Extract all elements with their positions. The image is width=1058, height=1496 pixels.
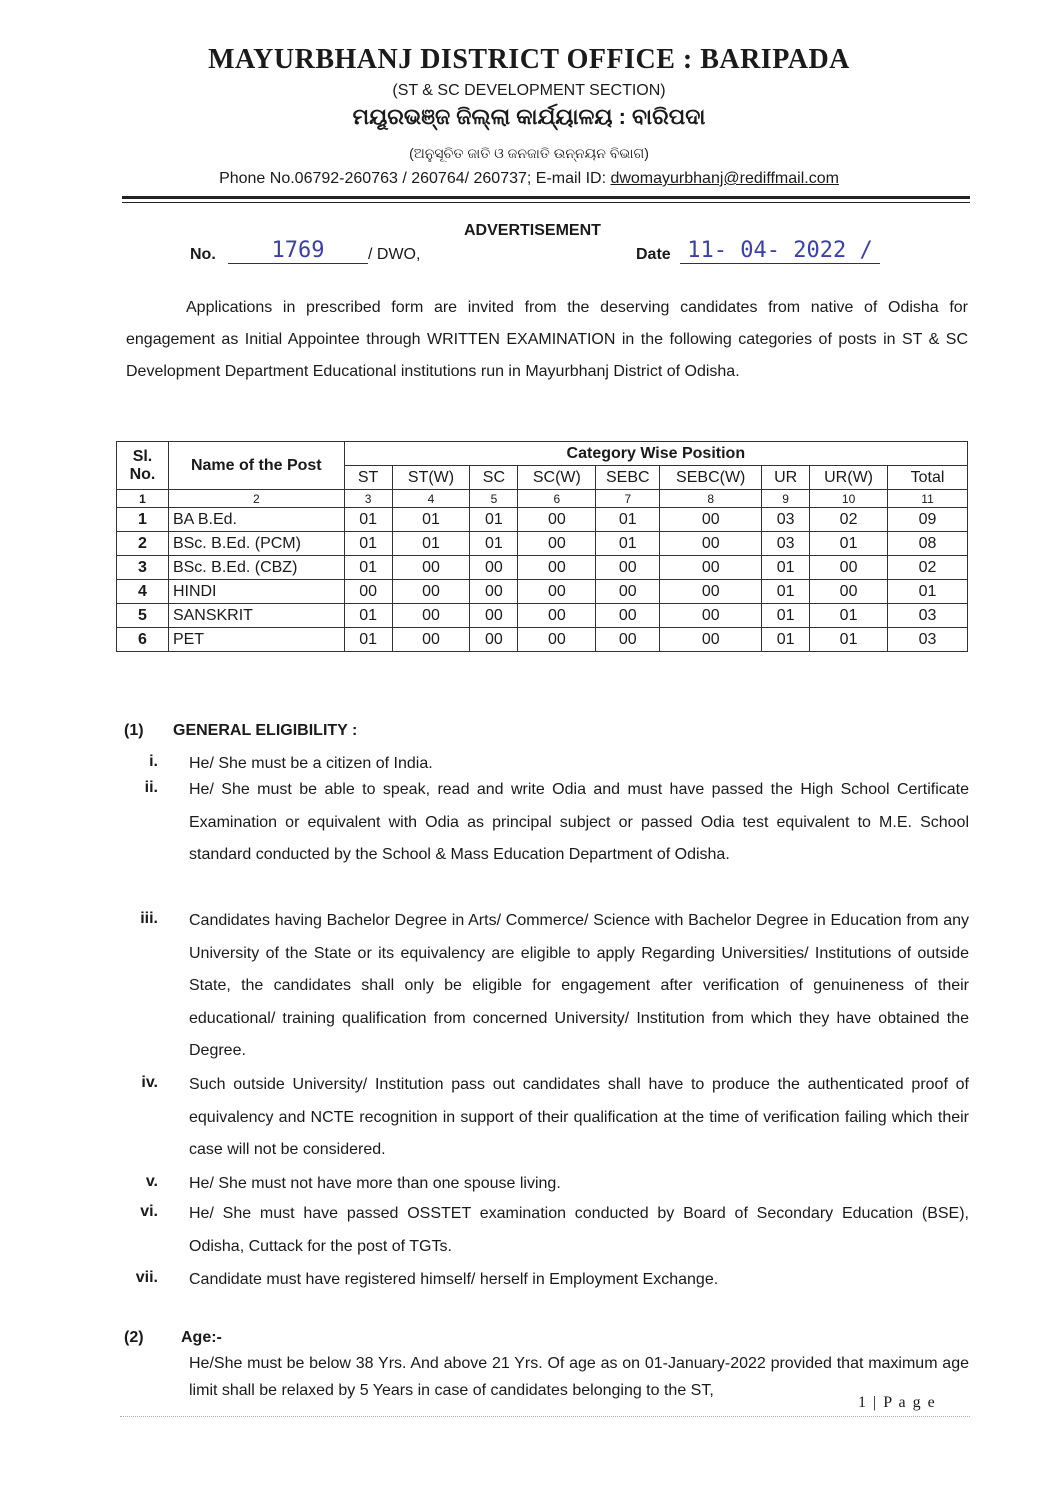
col-header-category: ST: [344, 466, 392, 490]
col-header-category: SEBC(W): [660, 466, 762, 490]
position-count-cell: 00: [660, 532, 762, 556]
eligibility-item-text: He/ She must have passed OSSTET examination conducted by Board of Secondary Education (BSE), Odisha, Cuttack for the post of TGTs.: [189, 1205, 969, 1255]
col-header-category: UR: [762, 466, 810, 490]
sl-no-cell: 2: [117, 532, 169, 556]
column-index-cell: 10: [810, 490, 888, 508]
position-count-cell: 02: [810, 508, 888, 532]
position-count-cell: 00: [810, 556, 888, 580]
position-count-cell: 00: [470, 604, 518, 628]
position-count-cell: 00: [660, 628, 762, 652]
post-name-cell: BSc. B.Ed. (CBZ): [168, 556, 344, 580]
position-count-cell: 01: [344, 532, 392, 556]
position-count-cell: 03: [888, 604, 968, 628]
post-name-cell: SANSKRIT: [168, 604, 344, 628]
position-count-cell: 00: [518, 604, 596, 628]
col-header-category: SC(W): [518, 466, 596, 490]
col-group-header: Category Wise Position: [344, 442, 967, 466]
sl-no-cell: 3: [117, 556, 169, 580]
position-count-cell: 03: [762, 532, 810, 556]
office-title: MAYURBHANJ DISTRICT OFFICE : BARIPADA: [208, 44, 850, 75]
column-index-cell: 1: [117, 490, 169, 508]
position-count-cell: 01: [762, 556, 810, 580]
position-count-cell: 01: [344, 604, 392, 628]
sl-no-cell: 1: [117, 508, 169, 532]
position-count-cell: 01: [392, 508, 470, 532]
position-count-cell: 00: [518, 508, 596, 532]
position-count-cell: 00: [518, 580, 596, 604]
position-count-cell: 01: [762, 628, 810, 652]
position-count-cell: 00: [596, 628, 660, 652]
position-count-cell: 01: [344, 628, 392, 652]
section-subtitle-odia: (ଅନୁସୂଚିତ ଜାତି ଓ ଜନଜାତି ଉନ୍ନୟନ ବିଭାଗ): [409, 145, 649, 161]
position-count-cell: 00: [392, 580, 470, 604]
table-row: [117, 556, 968, 580]
position-count-cell: 01: [888, 580, 968, 604]
intro-paragraph: Applications in prescribed form are invited from the deserving candidates from native of Odisha for engagement as Initial Appointee through WRITTEN EXAMINATION in the following categories of posts in ST & SC Development Department Educational institutions run in Mayurbhanj District of Odisha.: [126, 299, 968, 380]
section-1-title: GENERAL ELIGIBILITY :: [173, 722, 358, 739]
positions-table-body: [117, 508, 968, 652]
eligibility-item-text: Such outside University/ Institution pass out candidates shall have to produce the authenticated proof of equivalency and NCTE recognition in support of their qualification at the time of verification failing which their case will not be considered.: [189, 1076, 969, 1158]
col-header-category: ST(W): [392, 466, 470, 490]
position-count-cell: 00: [344, 580, 392, 604]
position-count-cell: 01: [810, 604, 888, 628]
table-row: [117, 508, 968, 532]
position-count-cell: 00: [518, 556, 596, 580]
position-count-cell: 03: [888, 628, 968, 652]
eligibility-item-number: i.: [149, 753, 158, 770]
position-count-cell: 00: [518, 628, 596, 652]
date-label: Date: [636, 246, 671, 263]
age-paragraph: He/She must be below 38 Yrs. And above 21 Yrs. Of age as on 01-January-2022 provided that maximum age limit shall be relaxed by 5 Years in case of candidates belonging to the ST,: [189, 1355, 969, 1399]
table-row: [117, 532, 968, 556]
column-index-cell: 8: [660, 490, 762, 508]
col-header-sl-no: Sl. No.: [117, 442, 169, 490]
eligibility-item-text: He/ She must not have more than one spouse living.: [189, 1175, 561, 1192]
sl-no-cell: 5: [117, 604, 169, 628]
date-value: 11- 04- 2022 /: [680, 238, 880, 264]
col-header-category: Total: [888, 466, 968, 490]
eligibility-item-text: He/ She must be a citizen of India.: [189, 755, 433, 772]
contact-phone: Phone No.06792-260763 / 260764/ 260737; E-mail ID:: [219, 170, 611, 187]
page-number: 1 | P a g e: [858, 1394, 937, 1411]
col-header-category: SEBC: [596, 466, 660, 490]
position-count-cell: 00: [596, 580, 660, 604]
section-2-number: (2): [124, 1329, 144, 1346]
col-header-category: SC: [470, 466, 518, 490]
reference-number-suffix: / DWO,: [368, 246, 421, 263]
position-count-cell: 00: [392, 604, 470, 628]
eligibility-item-text: He/ She must be able to speak, read and write Odia and must have passed the High School Certificate Examination or equivalent with Odia as principal subject or passed Odia test equivalent to M.E. School standard conducted by the School & Mass Education Department of Odisha.: [189, 781, 969, 863]
position-count-cell: 00: [392, 556, 470, 580]
eligibility-item-text: Candidate must have registered himself/ herself in Employment Exchange.: [189, 1271, 719, 1288]
header-divider-thick: [122, 196, 970, 199]
office-title-odia: ମୟୂରଭଞ୍ଜ ଜିଲ୍ଲା କାର୍ଯ୍ୟାଳୟ : ବାରିପଦା: [352, 104, 706, 129]
position-count-cell: 03: [762, 508, 810, 532]
position-count-cell: 01: [596, 508, 660, 532]
table-row: [117, 580, 968, 604]
position-count-cell: 01: [344, 508, 392, 532]
position-count-cell: 09: [888, 508, 968, 532]
position-count-cell: 01: [596, 532, 660, 556]
position-count-cell: 01: [392, 532, 470, 556]
position-count-cell: 01: [762, 580, 810, 604]
position-count-cell: 01: [344, 556, 392, 580]
position-count-cell: 01: [470, 532, 518, 556]
section-subtitle-english: (ST & SC DEVELOPMENT SECTION): [392, 82, 666, 99]
table-row: [117, 628, 968, 652]
reference-number-value: 1769: [228, 238, 368, 264]
position-count-cell: 00: [660, 508, 762, 532]
column-index-cell: 3: [344, 490, 392, 508]
section-2-title: Age:-: [181, 1329, 222, 1346]
sl-no-cell: 6: [117, 628, 169, 652]
column-index-cell: 9: [762, 490, 810, 508]
advertisement-heading: ADVERTISEMENT: [464, 222, 601, 239]
section-1-number: (1): [124, 722, 144, 739]
reference-number-label: No.: [190, 246, 216, 263]
post-name-cell: BSc. B.Ed. (PCM): [168, 532, 344, 556]
position-count-cell: 01: [470, 508, 518, 532]
position-count-cell: 00: [470, 628, 518, 652]
post-name-cell: HINDI: [168, 580, 344, 604]
eligibility-item-number: vi.: [140, 1203, 158, 1220]
position-count-cell: 00: [518, 532, 596, 556]
eligibility-item-number: iii.: [140, 910, 158, 927]
position-count-cell: 00: [810, 580, 888, 604]
eligibility-item-number: vii.: [135, 1269, 158, 1286]
position-count-cell: 01: [810, 532, 888, 556]
col-header-post-name: Name of the Post: [168, 442, 344, 490]
position-count-cell: 08: [888, 532, 968, 556]
contact-line: [0, 170, 1058, 188]
column-index-cell: 7: [596, 490, 660, 508]
positions-table: [116, 441, 968, 652]
column-index-cell: 2: [168, 490, 344, 508]
position-count-cell: 00: [596, 556, 660, 580]
position-count-cell: 00: [660, 604, 762, 628]
sl-no-cell: 4: [117, 580, 169, 604]
position-count-cell: 00: [470, 556, 518, 580]
post-name-cell: PET: [168, 628, 344, 652]
post-name-cell: BA B.Ed.: [168, 508, 344, 532]
column-index-row: [117, 490, 968, 508]
position-count-cell: 00: [392, 628, 470, 652]
position-count-cell: 00: [596, 604, 660, 628]
eligibility-item-number: v.: [145, 1173, 158, 1190]
position-count-cell: 01: [810, 628, 888, 652]
header-divider-thin: [122, 202, 970, 203]
position-count-cell: 00: [470, 580, 518, 604]
column-index-cell: 6: [518, 490, 596, 508]
position-count-cell: 00: [660, 556, 762, 580]
table-row: [117, 604, 968, 628]
footer-divider: [120, 1416, 970, 1417]
column-index-cell: 5: [470, 490, 518, 508]
eligibility-item-text: Candidates having Bachelor Degree in Arts/ Commerce/ Science with Bachelor Degree in Education from any University of the State or its equivalency are eligible to apply Regarding Universities/ Institutions of outside State, the candidates shall only be eligible for engagement after verification of genuineness of their educational/ training qualification from concerned University/ Institution from which they have obtained the Degree.: [189, 912, 969, 1059]
column-index-cell: 4: [392, 490, 470, 508]
position-count-cell: 01: [762, 604, 810, 628]
position-count-cell: 02: [888, 556, 968, 580]
eligibility-item-number: ii.: [144, 779, 158, 796]
column-index-cell: 11: [888, 490, 968, 508]
email-link[interactable]: dwomayurbhanj@rediffmail.com: [610, 170, 839, 187]
col-header-category: UR(W): [810, 466, 888, 490]
position-count-cell: 00: [660, 580, 762, 604]
eligibility-item-number: iv.: [141, 1074, 158, 1091]
